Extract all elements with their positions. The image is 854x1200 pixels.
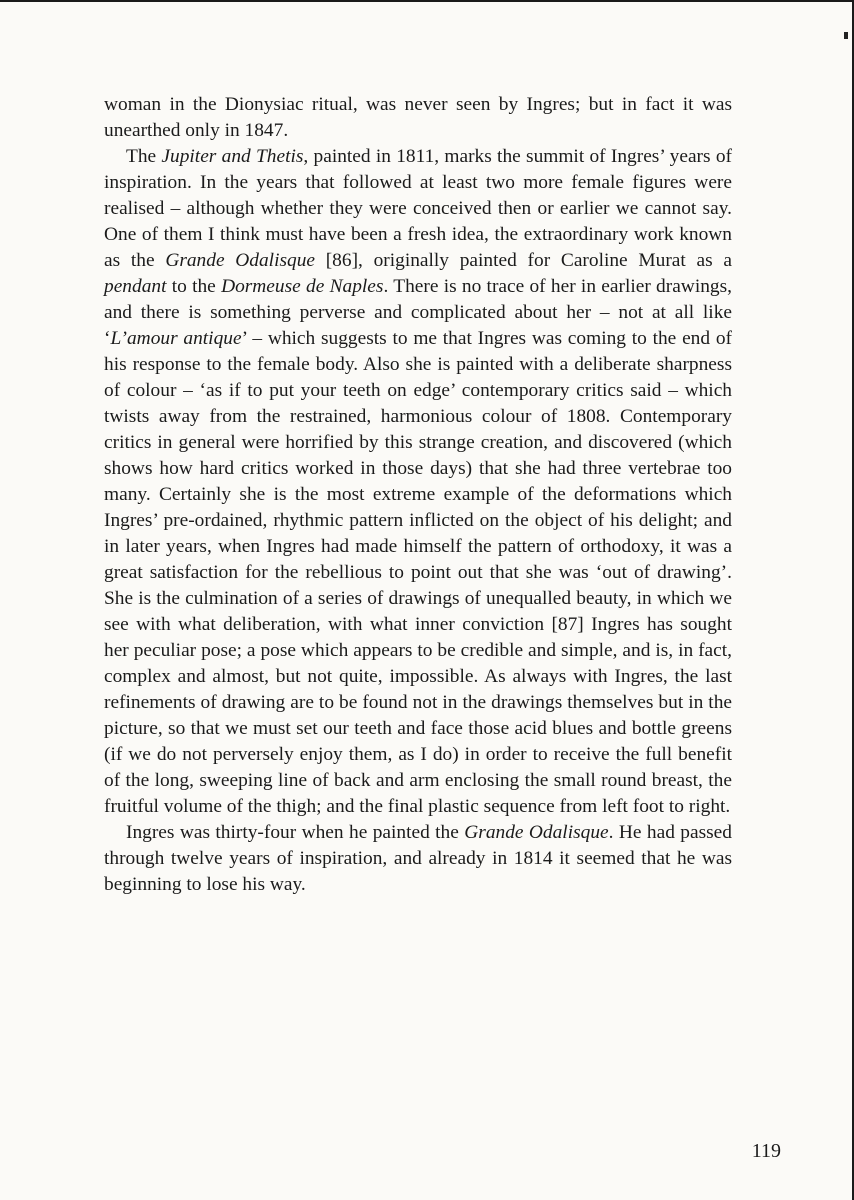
page-number: 119 bbox=[751, 1140, 781, 1162]
text-run: , painted in 1811, marks the summit of Ingres’ years of inspiration. In the years that followed at least two more female figures were realised – although whether they were conceived then or earlier we cannot say. One of them I think must have been a fresh idea, the extraordinary work known as the bbox=[104, 146, 732, 271]
body-text bbox=[104, 92, 732, 898]
paragraph-1 bbox=[104, 92, 732, 144]
italic-title-jupiter-and-thetis: Jupiter and Thetis bbox=[161, 146, 304, 167]
italic-title-grande-odalisque: Grande Odalisque bbox=[165, 250, 315, 271]
italic-title-lamour-antique: L’amour antique bbox=[110, 328, 242, 349]
text-run: Ingres was thirty-four when he painted the bbox=[126, 822, 465, 843]
paragraph-3 bbox=[104, 820, 732, 898]
italic-title-dormeuse-de-naples: Dormeuse de Naples bbox=[221, 276, 384, 297]
text-run: to the bbox=[166, 276, 222, 297]
text-run: ’ – which suggests to me that Ingres was coming to the end of his response to the female body. Also she is painted with a deliberate sharpness of colour – ‘as if to put your teeth on edge’ contemporary critics said – which twists away from the restrained, harmonious colour of 1808. Contemporary critics in general were horrified by this strange creation, and discovered (which shows how hard critics worked in those days) that she had three vertebrae too many. Certainly she is the most extreme example of the deformations which Ingres’ pre-ordained, rhythmic pattern inflicted on the object of his delight; and in later years, when Ingres had made himself the pattern of orthodoxy, it was a great satisfaction for the rebellious to point out that she was ‘out of drawing’. She is the culmination of a series of drawings of unequalled beauty, in which we see with what deliberation, with what inner conviction [87] Ingres has sought her peculiar pose; a pose which appears to be credible and simple, and is, in fact, complex and almost, but not quite, impossible. As always with Ingres, the last refinements of drawing are to be found not in the drawings themselves but in the picture, so that we must set our teeth and face those acid blues and bottle greens (if we do not perversely enjoy them, as I do) in order to receive the full benefit of the long, sweeping line of back and arm enclosing the small round breast, the fruitful volume of the thigh; and the final plastic sequence from left foot to right. bbox=[104, 328, 732, 817]
text-run: . There is no trace of her in earlier drawings, and there is something perverse and complicated about her – not at all like ‘ bbox=[104, 276, 732, 349]
text-run: woman in the Dionysiac ritual, was never seen by Ingres; but in fact it was unearthed only in 1847. bbox=[104, 94, 732, 141]
italic-word-pendant: pendant bbox=[104, 276, 167, 297]
text-run: . He had passed through twelve years of inspiration, and already in 1814 it seemed that he was beginning to lose his way. bbox=[104, 822, 732, 895]
scan-corner-mark bbox=[844, 32, 848, 39]
text-run: The bbox=[126, 146, 162, 167]
text-run: [86], originally painted for Caroline Murat as a bbox=[315, 250, 732, 271]
paragraph-2 bbox=[104, 144, 732, 820]
italic-title-grande-odalisque: Grande Odalisque bbox=[464, 822, 609, 843]
